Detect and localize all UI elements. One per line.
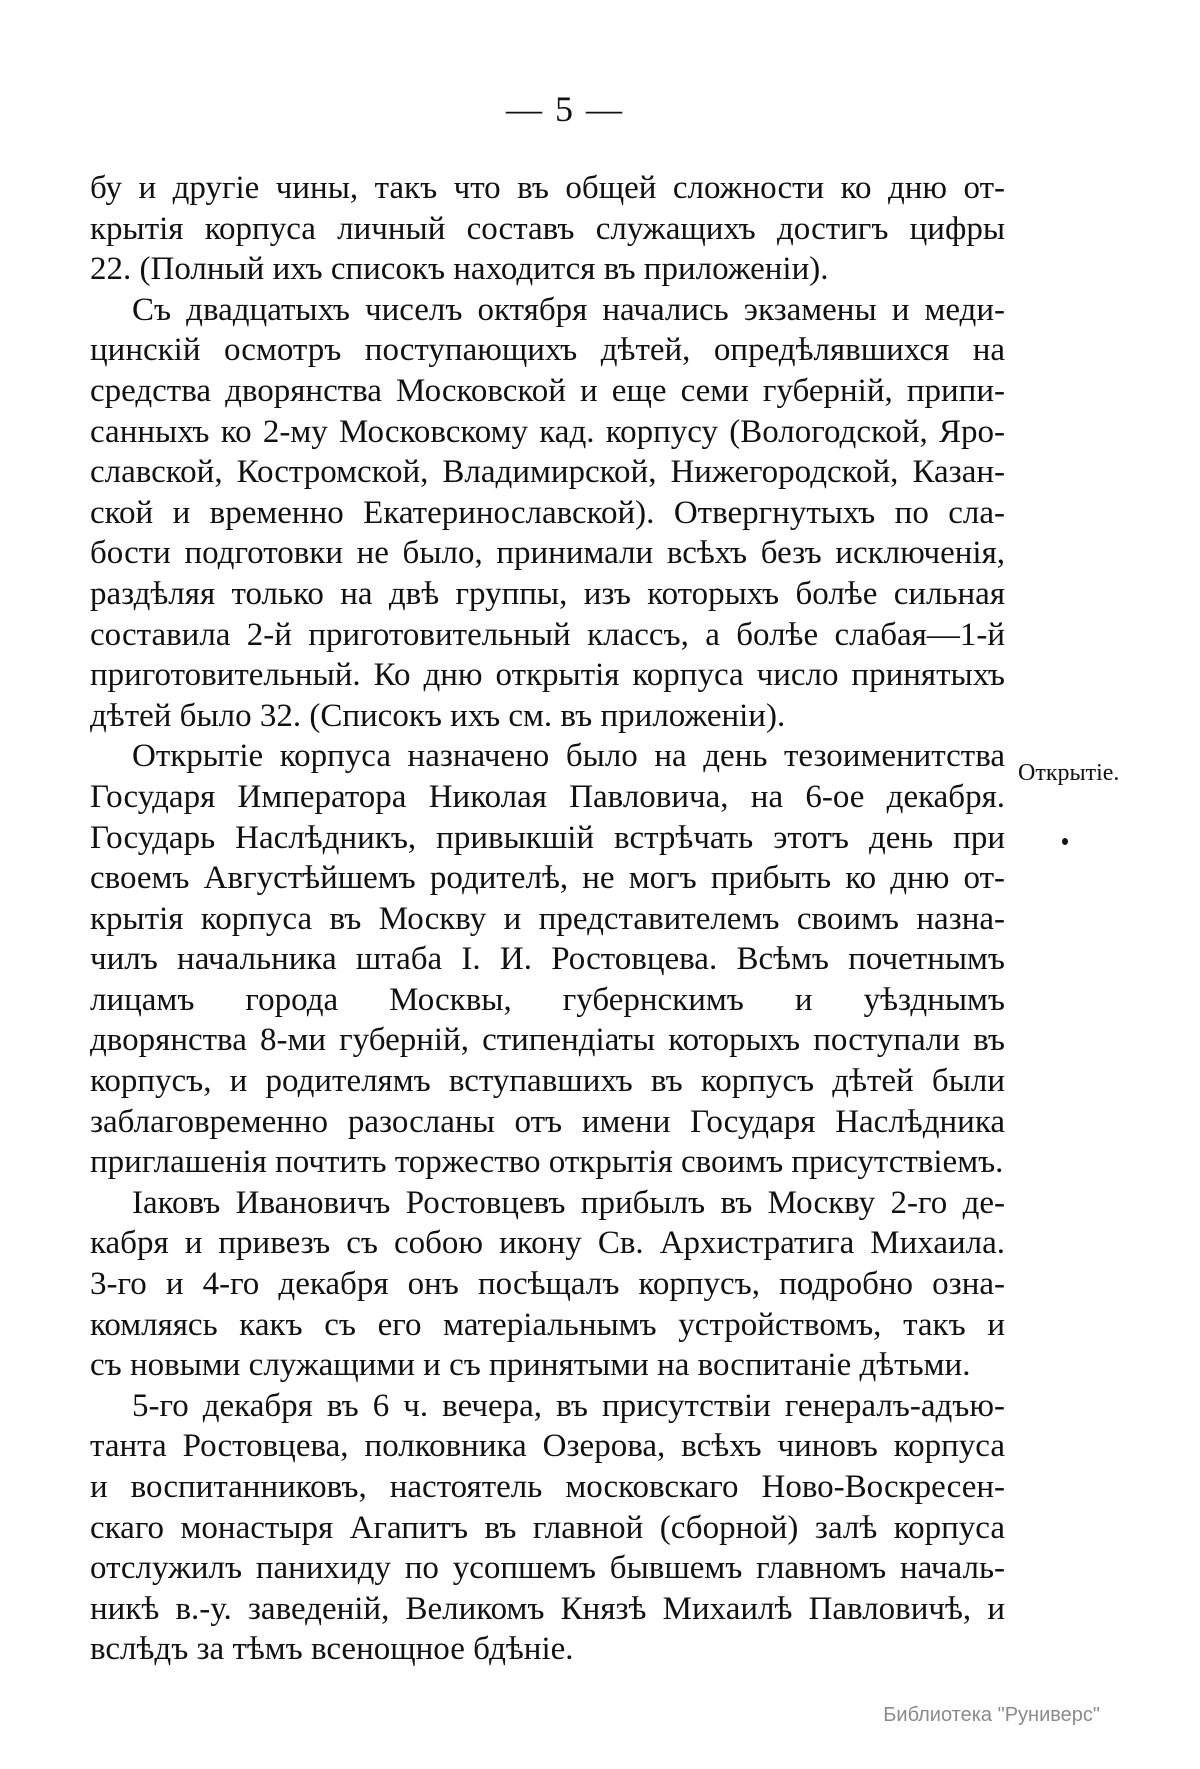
page-number: — 5 — <box>506 89 624 129</box>
text-line: комляясь какъ съ его матеріальнымъ устройствомъ, такъ и <box>90 1306 1005 1343</box>
text-line: 5-го декабря въ 6 ч. вечера, въ присутствіи генералъ-адъю- <box>132 1387 1005 1424</box>
text-line: Съ двадцатыхъ чиселъ октября начались экзамены и меди- <box>132 291 1005 328</box>
text-line: корпусъ, и родителямъ вступавшихъ въ корпусъ дѣтей были <box>90 1063 1005 1100</box>
text-line: скаго монастыря Агапитъ въ главной (сборной) залѣ корпуса <box>90 1509 1005 1546</box>
text-line: танта Ростовцева, полковника Озерова, всѣхъ чиновъ корпуса <box>90 1428 1005 1465</box>
paragraph <box>90 1183 1005 1386</box>
text-line: и воспитанниковъ, настоятель московскаго Ново-Воскресен- <box>90 1469 1005 1505</box>
paragraph <box>90 736 1005 1183</box>
margin-note: Открытіе. <box>1018 760 1120 786</box>
text-line: Іаковъ Ивановичъ Ростовцевъ прибылъ въ Москву 2-го де- <box>132 1184 1005 1221</box>
text-line: бости подготовки не было, принимали всѣхъ безъ исключенія, <box>90 535 1005 572</box>
margin-dot-mark <box>1062 838 1068 845</box>
text-line: крытія корпуса личный составъ служащихъ достигъ цифры <box>90 210 1005 247</box>
paragraph <box>90 168 1005 290</box>
text-line: санныхъ ко 2-му Московскому кад. корпусу (Вологодской, Яро- <box>90 413 1005 450</box>
text-line: славской, Костромской, Владимирской, Нижегородской, Казан- <box>90 454 1005 491</box>
text-line: составила 2-й приготовительный классъ, а болѣе слабая—1-й <box>90 616 1005 653</box>
text-line: крытія корпуса въ Москву и представителемъ своимъ назна- <box>90 900 1005 937</box>
text-line: чилъ начальника штаба I. И. Ростовцева. Всѣмъ почетнымъ <box>90 941 1005 978</box>
text-line: Государь Наслѣдникъ, привыкшій встрѣчать этотъ день при <box>90 819 1005 856</box>
text-line: средства дворянства Московской и еще семи губерній, припи- <box>90 372 1005 409</box>
text-line: раздѣляя только на двѣ группы, изъ которыхъ болѣе сильная <box>90 575 1005 612</box>
text-line: вслѣдъ за тѣмъ всенощное бдѣніе. <box>90 1631 574 1668</box>
text-line: 22. (Полный ихъ списокъ находится въ приложеніи). <box>90 251 829 288</box>
text-line: заблаговременно разосланы отъ имени Государя Наслѣдника <box>90 1103 1005 1140</box>
text-line: никѣ в.-у. заведеній, Великомъ Князѣ Михаилѣ Павловичѣ, и <box>90 1590 1005 1627</box>
text-line: цинскій осмотръ поступающихъ дѣтей, опредѣлявшихся на <box>90 332 1005 369</box>
text-line: отслужилъ панихиду по усопшемъ бывшемъ главномъ началь- <box>90 1550 1005 1587</box>
text-line: съ новыми служащими и съ принятыми на воспитаніе дѣтьми. <box>90 1347 971 1384</box>
text-line: 3-го и 4-го декабря онъ посѣщалъ корпусъ, подробно озна- <box>90 1266 1005 1303</box>
text-line: Открытіе корпуса назначено было на день тезоименитства <box>132 738 1005 775</box>
text-line: кабря и привезъ съ собою икону Св. Архистратига Михаила. <box>90 1225 1005 1262</box>
paragraph <box>90 290 1005 737</box>
text-line: лицамъ города Москвы, губернскимъ и уѣзднымъ <box>90 981 1005 1018</box>
text-line: своемъ Августѣйшемъ родителѣ, не могъ прибыть ко дню от- <box>90 860 1005 897</box>
text-line: бу и другіе чины, такъ что въ общей сложности ко дню от- <box>90 170 1005 206</box>
paragraph <box>90 1386 1005 1670</box>
text-line: дѣтей было 32. (Списокъ ихъ см. въ приложеніи). <box>90 697 786 734</box>
text-line: приготовительный. Ко дню открытія корпуса число принятыхъ <box>90 657 1005 694</box>
library-watermark: Библиотека "Руниверс" <box>883 1704 1100 1726</box>
body-text <box>90 168 1005 1670</box>
text-line: дворянства 8-ми губерній, стипендіаты которыхъ поступали въ <box>90 1022 1005 1059</box>
text-line: ской и временно Екатеринославской). Отвергнутыхъ по сла- <box>90 494 1005 531</box>
text-line: приглашенія почтить торжество открытія своимъ присутствіемъ. <box>90 1144 1004 1181</box>
text-line: Государя Императора Николая Павловича, на 6-ое декабря. <box>90 778 1005 815</box>
